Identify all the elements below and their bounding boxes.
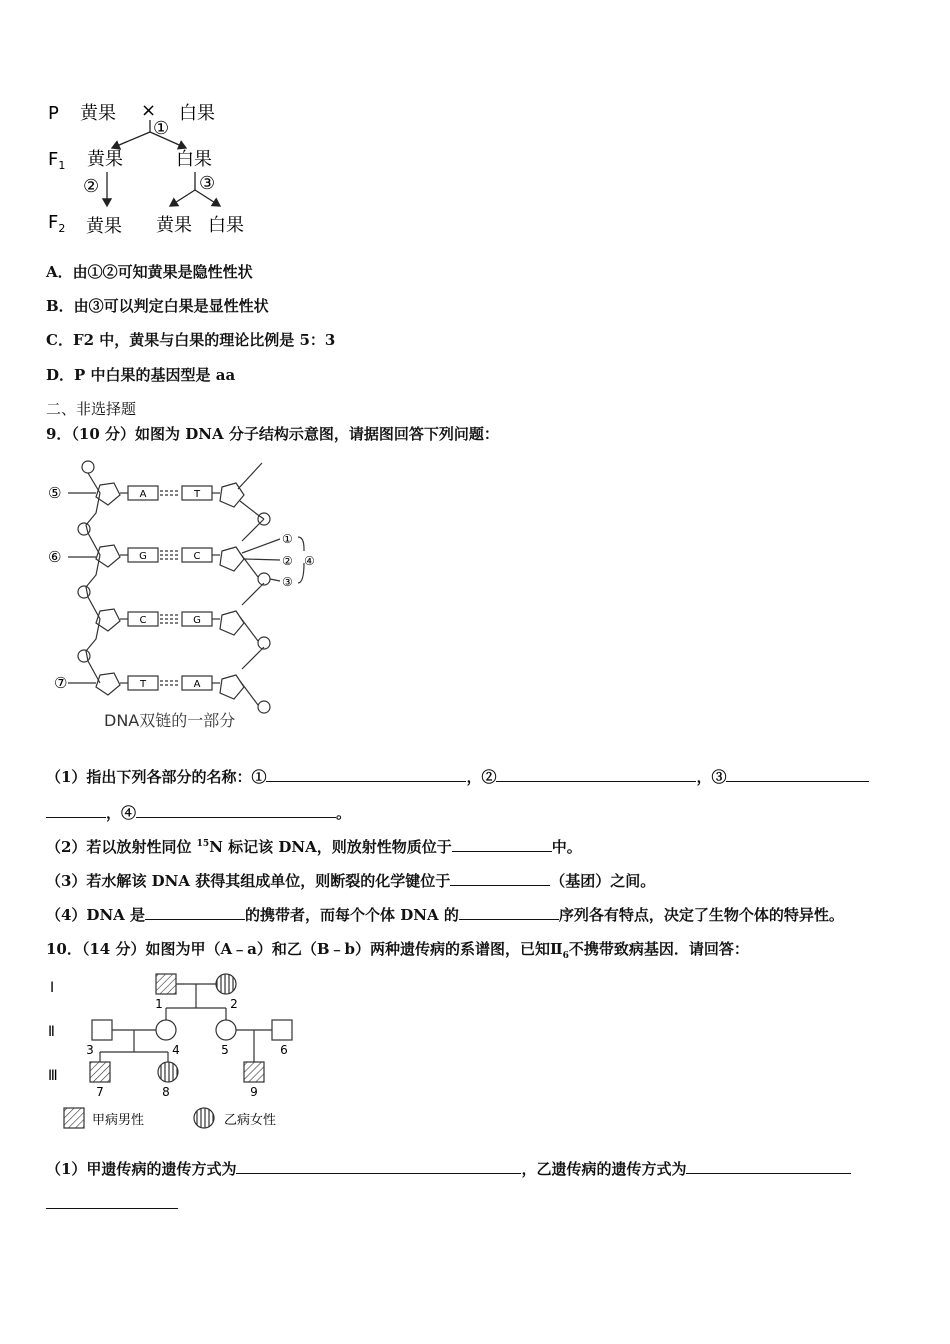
deoxyribose (220, 547, 244, 571)
individual-4 (156, 1020, 176, 1040)
option-b: B．由③可以判定白果是显性性状 (46, 297, 269, 315)
option-c: C．F2 中，黄果与白果的理论比例是 5：3 (46, 331, 336, 349)
base-t1: T (193, 489, 201, 500)
individual-5 (216, 1020, 236, 1040)
generation-3: Ⅲ (48, 1068, 58, 1084)
label-1: ① (282, 532, 293, 546)
individual-9 (244, 1062, 264, 1082)
q9-sub4: （4）DNA 是 的携带者，而每个个体 DNA 的 序列各有特点，决定了生物个体的特异性。 (46, 906, 844, 924)
legend-label-a: 甲病男性 (92, 1113, 145, 1128)
generation-2: Ⅱ (48, 1024, 55, 1040)
legend-label-b: 乙病女性 (224, 1113, 277, 1128)
label-2: ② (282, 554, 293, 568)
arrow-to-f1-left (112, 132, 150, 148)
cross-diagram (40, 92, 270, 242)
f2-mid: 黄果 (156, 215, 192, 236)
phosphate (258, 701, 270, 713)
legend-affected-female-b (194, 1108, 214, 1128)
individual-2 (216, 974, 236, 994)
phosphate (78, 650, 90, 662)
individual-3 (92, 1020, 112, 1040)
base-c3: C (139, 615, 147, 626)
label-3: ③ (282, 575, 293, 589)
q9-sub3: （3）若水解该 DNA 获得其组成单位，则断裂的化学键位于 （基团）之间。 (46, 872, 656, 890)
step2-label: ② (83, 176, 100, 197)
id-6: 6 (280, 1043, 288, 1057)
id-2: 2 (230, 997, 238, 1011)
step1-label: ① (153, 118, 170, 139)
legend-affected-male-a (64, 1108, 84, 1128)
p-label: P (48, 103, 59, 124)
deoxyribose (220, 611, 244, 635)
id-1: 1 (155, 997, 163, 1011)
base-g2: G (139, 551, 147, 562)
individual-1 (156, 974, 176, 994)
label-5: ⑤ (48, 484, 62, 502)
dna-caption: DNA双链的一部分 (104, 711, 236, 730)
f2-right: 白果 (208, 215, 244, 236)
deoxyribose (96, 673, 120, 695)
step3-label: ③ (199, 173, 216, 194)
f1-left: 黄果 (87, 149, 123, 170)
id-4: 4 (172, 1043, 180, 1057)
label-6: ⑥ (48, 548, 62, 566)
id-7: 7 (96, 1085, 104, 1099)
dna-diagram (44, 455, 334, 740)
label-7: ⑦ (54, 674, 68, 692)
f2-label: $F_2$ (48, 212, 66, 235)
section-title: 二、非选择题 (46, 400, 137, 418)
base-a4: A (193, 679, 201, 690)
phosphate (78, 586, 90, 598)
q10-stem: 10．（14 分）如图为甲（A﹣a）和乙（B﹣b）两种遗传病的系谱图，已知$Ⅱ_6$不携带致病基因．请回答： (46, 940, 749, 961)
id-5: 5 (221, 1043, 229, 1057)
cross-sign: × (141, 100, 157, 121)
pedigree-chart (44, 968, 314, 1138)
arrow-f1-right-down-left (170, 190, 195, 206)
f1-right: 白果 (176, 149, 212, 170)
base-g3: G (193, 615, 201, 626)
q9-stem: 9．（10 分）如图为 DNA 分子结构示意图，请据图回答下列问题： (46, 425, 499, 443)
deoxyribose (220, 675, 244, 699)
f1-label: $F_1$ (48, 149, 66, 172)
id-9: 9 (250, 1085, 258, 1099)
q9-sub2: （2）若以放射性同位 $^{15}$N 标记该 DNA，则放射性物质位于 中。 (46, 838, 582, 856)
base-c2: C (193, 551, 201, 562)
q9-sub1-line1: （1）指出下列各部分的名称：① ，② ，③ (46, 766, 869, 787)
phosphate (82, 461, 94, 473)
option-d: D．P 中白果的基因型是 aa (46, 366, 236, 384)
p-right: 白果 (179, 103, 215, 124)
id-3: 3 (86, 1043, 94, 1057)
base-a1: A (139, 489, 147, 500)
base-t4: T (139, 679, 147, 690)
q10-sub1-line2 (46, 1194, 178, 1213)
individual-8 (158, 1062, 178, 1082)
label-4: ④ (304, 554, 315, 568)
q10-sub1-line1: （1）甲遗传病的遗传方式为 ，乙遗传病的遗传方式为 (46, 1158, 851, 1179)
f2-left: 黄果 (86, 216, 122, 237)
individual-7 (90, 1062, 110, 1082)
generation-1: Ⅰ (50, 980, 55, 996)
phosphate (78, 523, 90, 535)
option-a: A．由①②可知黄果是隐性性状 (46, 263, 253, 281)
id-8: 8 (162, 1085, 170, 1099)
q9-sub1-line2: ，④ 。 (46, 802, 351, 823)
p-left: 黄果 (80, 103, 116, 124)
individual-6 (272, 1020, 292, 1040)
